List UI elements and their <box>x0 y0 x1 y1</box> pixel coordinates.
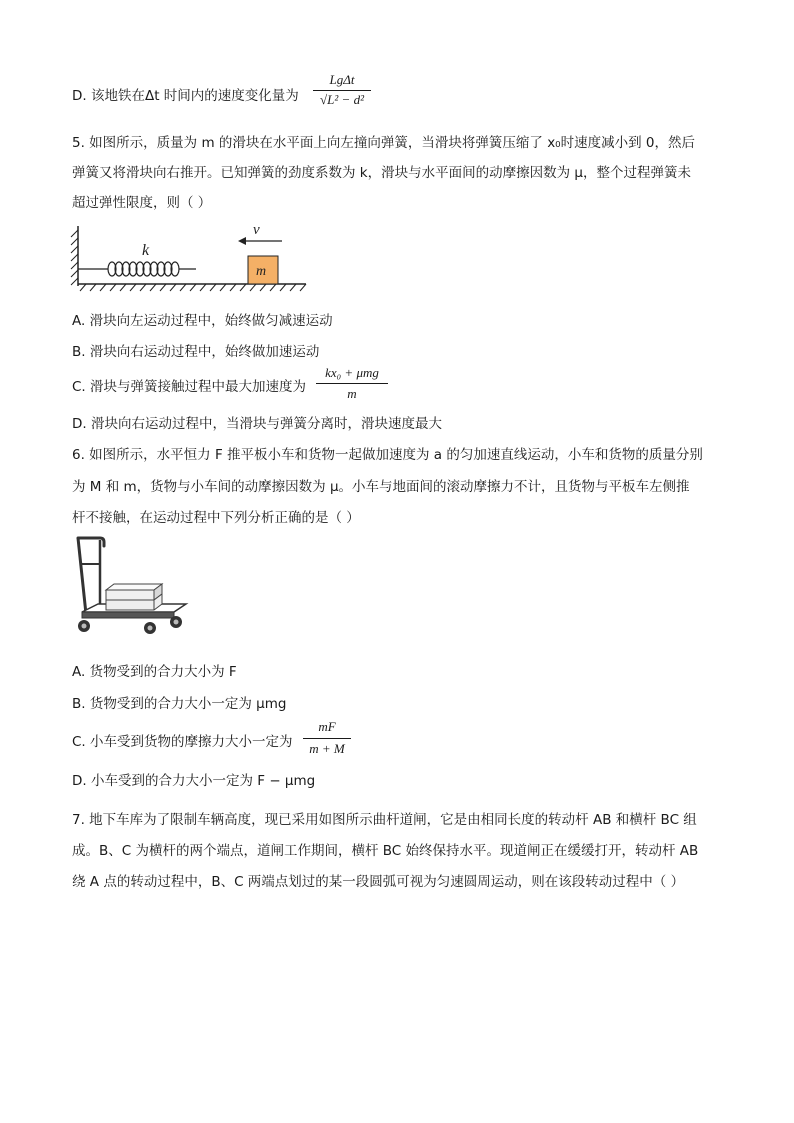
q6-option-c-formula <box>303 719 351 759</box>
spring <box>78 262 196 276</box>
arrow-left-icon <box>238 237 246 245</box>
q5-option-b: B. 滑块向右运动过程中，始终做加速运动 <box>72 344 320 360</box>
q6-option-c <box>72 730 293 750</box>
q6-option-b: B. 货物受到的合力大小一定为 μmg <box>72 696 287 712</box>
velocity-label: v <box>253 222 260 238</box>
q6-option-d: D. 小车受到的合力大小一定为 F − μmg <box>72 773 316 789</box>
formula-denominator: m <box>347 386 357 401</box>
formula-numerator: mF <box>318 719 336 734</box>
q5-stem-line1: 5. 如图所示，质量为 m 的滑块在水平面上向左撞向弹簧，当滑块将弹簧压缩了 x₀时速度减小到 0，然后 <box>72 135 695 151</box>
q7-stem-line1: 7. 地下车库为了限制车辆高度，现已采用如图所示曲杆道闸，它是由相同长度的转动杆 AB 和横杆 BC 组 <box>72 812 697 828</box>
q6-cart-figure <box>70 534 195 642</box>
option-d-prev-text: D. 该地铁在Δt 时间内的速度变化量为 <box>72 88 299 104</box>
q6-option-a: A. 货物受到的合力大小为 F <box>72 664 237 680</box>
spring-label: k <box>142 242 150 259</box>
option-d-prev <box>72 84 299 104</box>
option-d-prev-formula <box>313 72 371 110</box>
q5-option-d: D. 滑块向右运动过程中，当滑块与弹簧分离时，滑块速度最大 <box>72 416 442 432</box>
formula-numerator: LgΔt <box>329 72 355 87</box>
q5-option-c <box>72 375 306 395</box>
block-label: m <box>256 264 267 279</box>
q6-option-c-text: C. 小车受到货物的摩擦力大小一定为 <box>72 734 293 750</box>
q6-stem-line3: 杆不接触，在运动过程中下列分析正确的是（ ） <box>72 510 360 526</box>
q5-option-a: A. 滑块向左运动过程中，始终做匀减速运动 <box>72 313 333 329</box>
q6-stem-line1: 6. 如图所示，水平恒力 F 推平板小车和货物一起做加速度为 a 的匀加速直线运动，小车和货物的质量分别 <box>72 447 703 463</box>
formula-numerator: kx₀ + μmg <box>325 365 379 380</box>
q6-stem-line2: 为 M 和 m，货物与小车间的动摩擦因数为 μ。小车与地面间的滚动摩擦力不计，且货物与平板车左侧推 <box>72 479 690 495</box>
formula-denominator: √L² − d² <box>320 92 364 107</box>
q5-spring-block-figure <box>68 222 308 292</box>
q5-option-c-text: C. 滑块与弹簧接触过程中最大加速度为 <box>72 379 307 395</box>
q5-stem-line3: 超过弹性限度，则（ ） <box>72 195 212 211</box>
q7-stem-line3: 绕 A 点的转动过程中，B、C 两端点划过的某一段圆弧可视为匀速圆周运动，则在该段转动过程中（ ） <box>72 874 685 890</box>
q5-option-c-formula <box>316 365 388 403</box>
formula-denominator: m + M <box>309 741 345 756</box>
q7-stem-line2: 成。B、C 为横杆的两个端点，道闸工作期间，横杆 BC 始终保持水平。现道闸正在缓缓打开，转动杆 AB <box>72 843 699 859</box>
q5-stem-line2: 弹簧又将滑块向右推开。已知弹簧的劲度系数为 k，滑块与水平面间的动摩擦因数为 μ，整个过程弹簧未 <box>72 165 691 181</box>
